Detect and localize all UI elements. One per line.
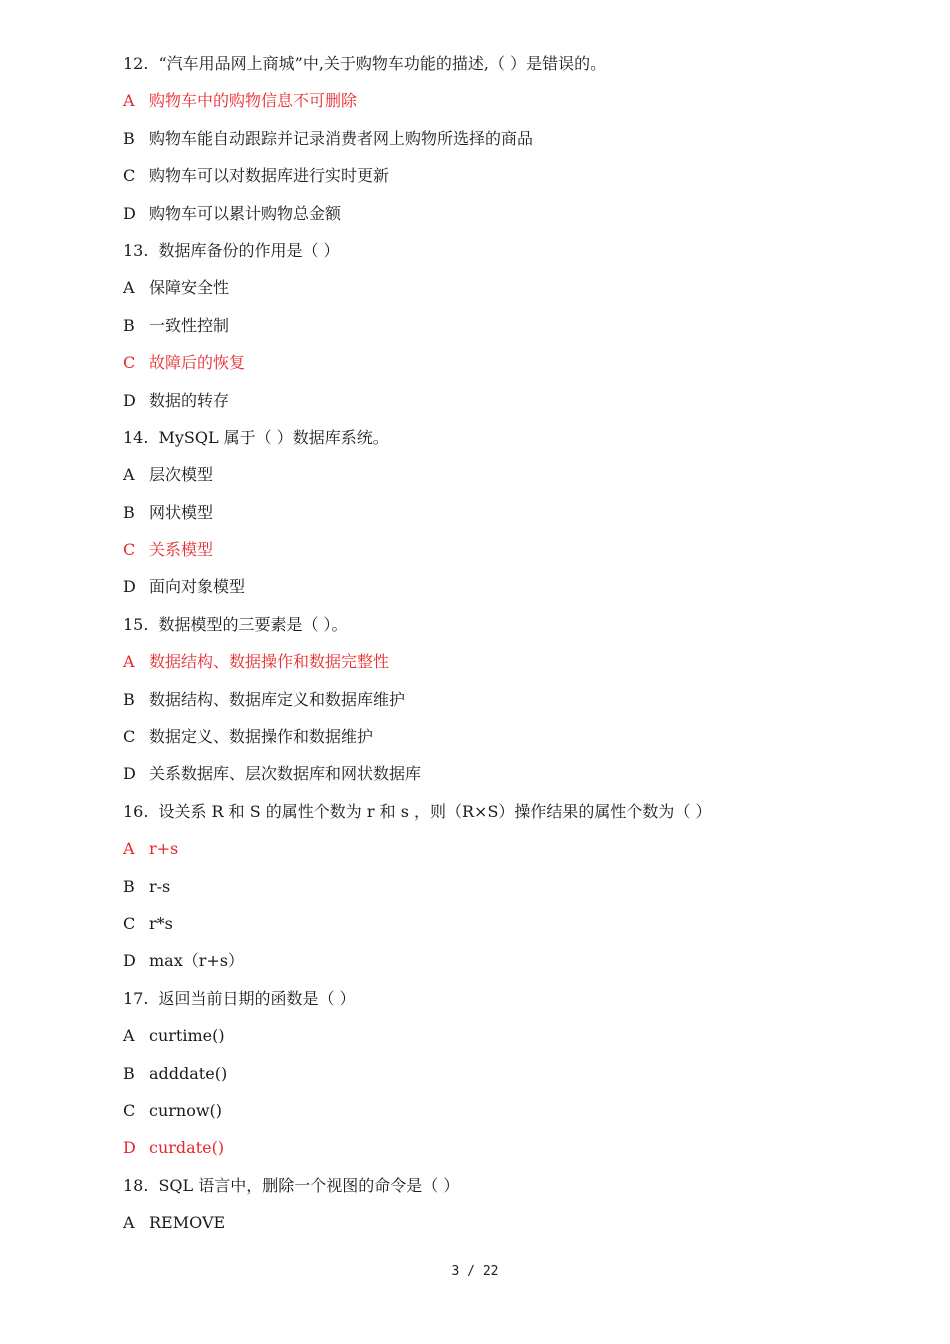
option-letter: A [123, 91, 135, 111]
option-text: 购物车可以累计购物总金额 [149, 203, 342, 223]
option-letter: C [123, 1100, 136, 1120]
option-c [123, 162, 883, 199]
correct-option-a [123, 835, 883, 872]
option-a [123, 1209, 883, 1246]
option-letter: C [123, 353, 136, 373]
option-a [123, 461, 883, 498]
option-text: curnow() [149, 1100, 223, 1120]
correct-option-d [123, 1134, 883, 1171]
option-letter: D [123, 203, 136, 223]
option-letter: B [123, 315, 135, 335]
question-text: “汽车用品网上商城”中,关于购物车功能的描述,（ ）是错误的。 [158, 54, 607, 73]
option-letter: C [123, 540, 136, 560]
option-c [123, 723, 883, 760]
option-letter: D [123, 390, 136, 410]
question-text: 数据模型的三要素是（ ）。 [158, 614, 348, 634]
page-number: 3 / 22 [451, 1264, 499, 1279]
option-letter: B [123, 128, 135, 148]
correct-option-a [123, 648, 883, 685]
option-text: max（r+s） [149, 951, 245, 971]
option-text: 网状模型 [149, 502, 214, 522]
option-letter: D [123, 764, 136, 784]
option-text: 数据结构、数据库定义和数据库维护 [149, 689, 406, 709]
option-letter: A [123, 839, 135, 859]
option-text: 购物车中的购物信息不可删除 [149, 91, 358, 111]
option-letter: B [123, 876, 135, 896]
option-letter: D [123, 951, 136, 971]
correct-option-c [123, 349, 883, 386]
option-text: curdate() [149, 1138, 225, 1158]
option-text: REMOVE [149, 1213, 226, 1233]
option-letter: A [123, 278, 135, 298]
option-letter: D [123, 1138, 136, 1158]
question-text: SQL 语言中，删除一个视图的命令是（ ） [158, 1175, 460, 1195]
option-b [123, 125, 883, 162]
option-b [123, 312, 883, 349]
question-number: 17. [123, 988, 149, 1008]
question-number: 14. [123, 427, 149, 447]
option-d [123, 573, 883, 610]
option-text: 数据定义、数据操作和数据维护 [149, 727, 374, 747]
question-text: MySQL 属于（ ）数据库系统。 [158, 427, 389, 447]
option-letter: C [123, 727, 136, 747]
option-letter: B [123, 1063, 135, 1083]
option-text: 面向对象模型 [149, 577, 246, 597]
option-letter: C [123, 166, 136, 186]
question-number: 18. [123, 1175, 149, 1195]
question-13 [123, 237, 883, 274]
option-text: 数据的转存 [149, 390, 230, 410]
option-letter: C [123, 913, 136, 933]
question-number: 16. [123, 801, 149, 821]
option-letter: A [123, 1026, 135, 1046]
correct-option-a [123, 87, 883, 124]
option-text: 购物车能自动跟踪并记录消费者网上购物所选择的商品 [149, 128, 534, 148]
question-text: 数据库备份的作用是（ ） [158, 240, 340, 260]
question-12 [123, 50, 883, 87]
question-list [123, 50, 883, 1247]
question-text: 返回当前日期的函数是（ ） [158, 988, 356, 1008]
question-18 [123, 1172, 883, 1209]
question-15 [123, 611, 883, 648]
question-number: 15. [123, 614, 149, 634]
option-c [123, 1097, 883, 1134]
question-17 [123, 985, 883, 1022]
option-b [123, 873, 883, 910]
option-b [123, 499, 883, 536]
option-letter: A [123, 465, 135, 485]
option-text: r-s [149, 876, 171, 896]
option-text: 关系数据库、层次数据库和网状数据库 [149, 764, 422, 784]
option-c [123, 910, 883, 947]
question-text: 设关系 R 和 S 的属性个数为 r 和 s ，则（R×S）操作结果的属性个数为（ ） [158, 801, 712, 821]
option-text: 关系模型 [149, 540, 214, 560]
correct-option-c [123, 536, 883, 573]
question-number: 12. [123, 54, 149, 73]
option-text: 购物车可以对数据库进行实时更新 [149, 166, 390, 186]
option-text: 故障后的恢复 [149, 353, 246, 373]
option-d [123, 760, 883, 797]
option-text: 保障安全性 [149, 278, 230, 298]
option-d [123, 387, 883, 424]
question-14 [123, 424, 883, 461]
option-d [123, 200, 883, 237]
option-letter: B [123, 689, 135, 709]
option-text: r*s [149, 913, 173, 933]
option-letter: B [123, 502, 135, 522]
question-number: 13. [123, 240, 149, 260]
option-letter: A [123, 1213, 135, 1233]
option-letter: D [123, 577, 136, 597]
option-a [123, 1022, 883, 1059]
option-text: 层次模型 [149, 465, 214, 485]
option-text: 一致性控制 [149, 315, 230, 335]
option-b [123, 1060, 883, 1097]
option-letter: A [123, 652, 135, 672]
option-d [123, 947, 883, 984]
option-text: 数据结构、数据操作和数据完整性 [149, 652, 390, 672]
option-text: curtime() [149, 1026, 225, 1046]
question-16 [123, 798, 883, 835]
option-a [123, 274, 883, 311]
option-text: r+s [149, 839, 179, 859]
option-text: adddate() [149, 1063, 228, 1083]
option-b [123, 686, 883, 723]
